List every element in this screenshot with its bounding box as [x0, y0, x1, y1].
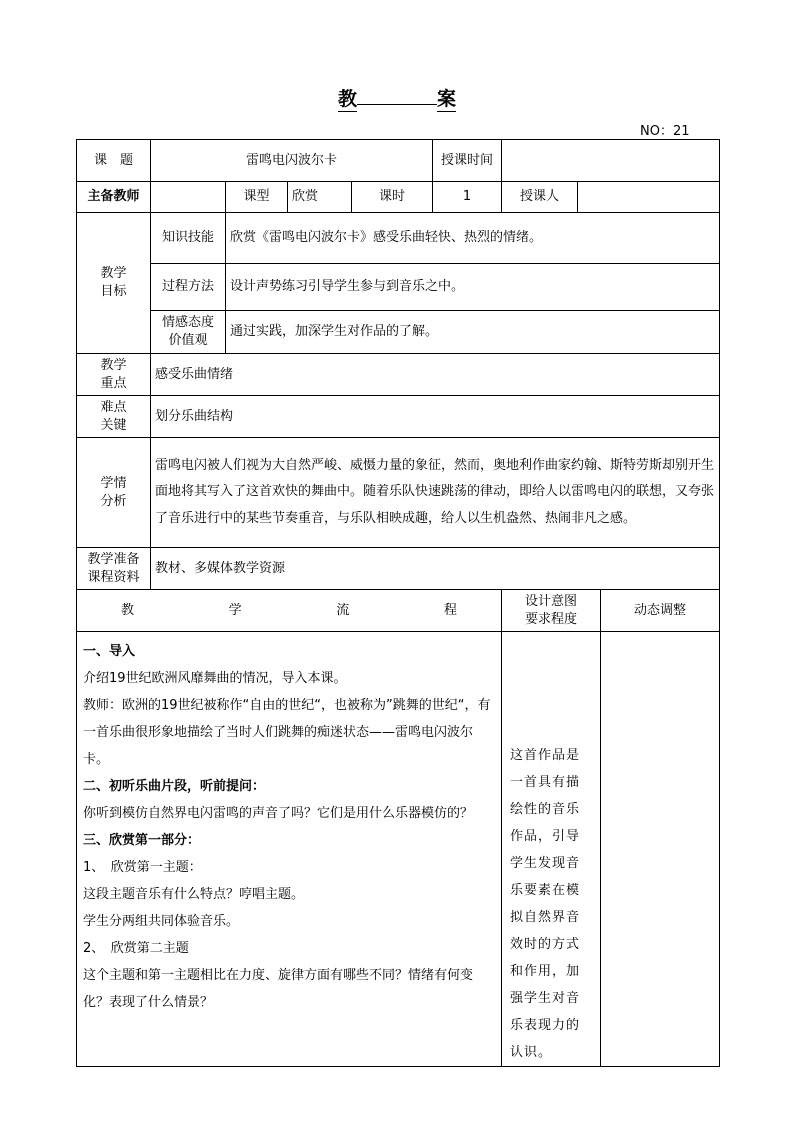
flow-paragraph: 你听到模仿自然界电闪雷鸣的声音了吗？它们是用什么乐器模仿的？ [83, 806, 474, 821]
adjust-content [601, 632, 720, 1067]
prep-label: 教学准备 课程资料 [77, 548, 151, 590]
knowledge-label: 知识技能 [151, 213, 226, 264]
flow-paragraph: 学生分两组共同体验音乐。 [83, 914, 240, 929]
flow-paragraph: 1、 欣赏第一主题： [83, 860, 202, 875]
flow-paragraph: 教师：欧洲的19世纪被称作“自由的世纪“，也被称为”跳舞的世纪“，有一首乐曲很形象地描绘了当时人们跳舞的痴迷状态——雷鸣电闪波尔卡。 [83, 698, 491, 767]
emotion-label: 情感态度 价值观 [151, 311, 226, 354]
lecturer-value [578, 182, 720, 213]
analysis-label: 学情 分析 [77, 438, 151, 548]
teacher-label: 主备教师 [77, 182, 151, 213]
class-time-value [502, 140, 720, 182]
flow-header-char-2: 学 [228, 602, 242, 618]
flow-header-char-3: 流 [336, 602, 350, 618]
section-heading-3: 三、欣赏第一部分： [83, 833, 201, 848]
flow-content [77, 632, 502, 1067]
process-label: 过程方法 [151, 264, 226, 311]
lecturer-label: 授课人 [502, 182, 578, 213]
intent-content: 这首作品是一首具有描绘性的音乐作品，引导学生发现音乐要素在模拟自然界音效时的方式和作用，加强学生对音乐表现力的认识。 [502, 632, 601, 1067]
flow-header-char-4: 程 [443, 602, 457, 618]
flow-paragraph: 介绍19世纪欧洲风靡舞曲的情况，导入本课。 [83, 671, 347, 686]
flow-paragraph: 这个主题和第一主题相比在力度、旋律方面有哪些不同？情绪有何变化？表现了什么情景？ [83, 968, 474, 1010]
emotion-value: 通过实践，加深学生对作品的了解。 [226, 311, 720, 354]
flow-header [77, 590, 502, 632]
difficulty-label: 难点 关键 [77, 396, 151, 438]
lesson-type-value: 欣赏 [288, 182, 352, 213]
flow-paragraph: 这段主题音乐有什么特点？哼唱主题。 [83, 887, 305, 902]
flow-paragraph: 2、 欣赏第二主题 [83, 941, 189, 956]
lesson-plan-table [76, 139, 720, 1067]
analysis-value: 雷鸣电闪被人们视为大自然严峻、威慑力量的象征，然而，奥地利作曲家约翰、斯特劳斯却别开生面地将其写入了这首欢快的舞曲中。随着乐队快速跳荡的律动，即给人以雷鸣电闪的联想，又夸张了音乐进行中的某些节奏重音，与乐队相映成趣，给人以生机盎然、热闹非凡之感。 [151, 438, 720, 548]
difficulty-value: 划分乐曲结构 [151, 396, 720, 438]
class-time-label: 授课时间 [433, 140, 502, 182]
knowledge-value: 欣赏《雷鸣电闪波尔卡》感受乐曲轻快、热烈的情绪。 [226, 213, 720, 264]
section-heading-1: 一、导入 [83, 644, 136, 659]
flow-header-char-1: 教 [121, 602, 135, 618]
section-heading-2: 二、初听乐曲片段，听前提问： [83, 779, 266, 794]
title-underline [357, 102, 437, 105]
title-char-2: 案 [437, 84, 456, 112]
goals-label: 教学 目标 [77, 213, 151, 354]
hours-label: 课时 [352, 182, 433, 213]
document-number: NO：21 [640, 124, 690, 139]
teacher-value [151, 182, 226, 213]
lesson-type-label: 课型 [226, 182, 288, 213]
topic-label: 课 题 [77, 140, 151, 182]
intent-header: 设计意图 要求程度 [502, 590, 601, 632]
process-value: 设计声势练习引导学生参与到音乐之中。 [226, 264, 720, 311]
topic-value: 雷鸣电闪波尔卡 [151, 140, 433, 182]
focus-value: 感受乐曲情绪 [151, 354, 720, 396]
hours-value: 1 [433, 182, 502, 213]
focus-label: 教学 重点 [77, 354, 151, 396]
title-char-1: 教 [338, 84, 357, 112]
prep-value: 教材、多媒体教学资源 [151, 548, 720, 590]
adjust-header: 动态调整 [601, 590, 720, 632]
page-title [0, 84, 794, 112]
